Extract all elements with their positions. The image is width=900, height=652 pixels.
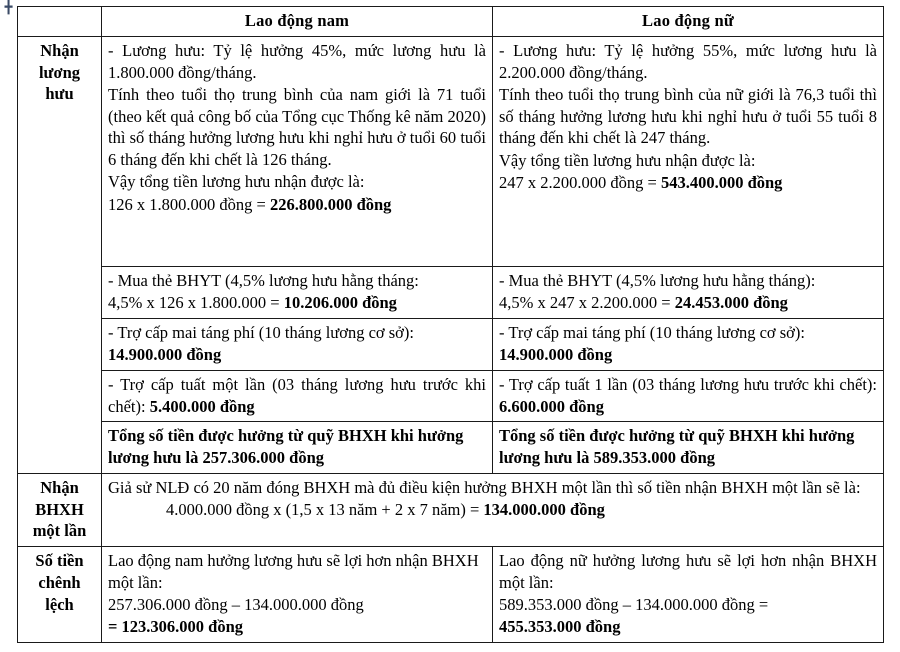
bhyt-male-line2-plain: 4,5% x 126 x 1.800.000 = [108,293,284,313]
table-header-row [18,7,884,37]
pension-female-line2: Tính theo tuổi thọ trung bình của nữ giới là 76,3 tuổi thì số tháng hưởng lương hưu khi nghỉ hưu ở tuổi 55 tuổi 8 tháng đến khi chết là 247 tháng. [499,84,877,148]
row-label-so-tien-chenh-lech: Số tiền chênh lệch [18,547,102,643]
lump-sum-intro: Giả sử NLĐ có 20 năm đóng BHXH mà đủ điều kiện hưởng BHXH một lần thì số tiền nhận BHXH một lần sẽ là: [108,477,861,497]
pension-female-line3: Vậy tổng tiền lương hưu nhận được là: [499,150,756,170]
difference-female-line1: Lao động nữ hưởng lương hưu sẽ lợi hơn nhận BHXH một lần: [499,551,877,592]
comparison-table [17,6,884,643]
bhyt-female-line1: - Mua thẻ BHYT (4,5% lương hưu hằng tháng): [499,270,816,290]
mai-tang-male-line2 [108,344,486,366]
difference-female-line3 [499,616,877,638]
header-female-cell: Lao động nữ [493,7,884,37]
mai-tang-female-amount: 14.900.000 đồng [499,345,613,365]
pension-female-line4-bold: 543.400.000 đồng [660,172,783,192]
table-row-bhyt [18,266,884,318]
difference-male-line2: 257.306.000 đồng – 134.000.000 đồng [108,595,364,615]
tuat-male-amount: 5.400.000 đồng [149,396,255,416]
tuat-male-text: - Trợ cấp tuất một lần (03 tháng lương hưu trước khi chết): [108,374,486,416]
table-row-tuat [18,370,884,422]
row-label-nhan-luong-huu: Nhận lương hưu [18,36,102,473]
mai-tang-male-line1: - Trợ cấp mai táng phí (10 tháng lương cơ sở): [108,322,414,342]
row-label-nhan-bhxh-mot-lan: Nhận BHXH một lần [18,473,102,546]
pension-male-line3: Vậy tổng tiền lương hưu nhận được là: [108,172,365,192]
cell-bhyt-female [493,266,884,318]
bhyt-female-line2-plain: 4,5% x 247 x 2.200.000 = [499,293,675,313]
mai-tang-male-amount: 14.900.000 đồng [108,345,222,365]
pension-female-line1: - Lương hưu: Tỷ lệ hưởng 55%, mức lương hưu là 2.200.000 đồng/tháng. [499,40,877,82]
cell-difference-male [102,547,493,643]
lump-sum-formula-plain: 4.000.000 đồng x (1,5 x 13 năm + 2 x 7 năm) = [166,500,484,520]
tuat-male-line1 [108,374,486,418]
cell-mai-tang-female [493,318,884,370]
lump-sum-formula [108,499,877,521]
bhyt-female-line2 [499,292,877,314]
cell-tuat-male [102,370,493,422]
difference-male-line3 [108,616,486,638]
table-row-difference [18,547,884,643]
tuat-female-amount: 6.600.000 đồng [499,396,604,416]
cell-lump-sum [102,473,884,546]
bhyt-female-line2-bold: 24.453.000 đồng [674,293,788,313]
pension-male-line4-bold: 226.800.000 đồng [269,194,392,214]
difference-male-line1: Lao động nam hưởng lương hưu sẽ lợi hơn nhận BHXH một lần: [108,551,479,592]
cell-tuat-female [493,370,884,422]
cell-pension-female [493,36,884,266]
header-male-cell: Lao động nam [102,7,493,37]
bhyt-male-line1: - Mua thẻ BHYT (4,5% lương hưu hằng tháng: [108,270,419,290]
table-row-pension-main [18,36,884,266]
lump-sum-formula-bold: 134.000.000 đồng [483,500,605,520]
mai-tang-female-line2 [499,344,877,366]
mai-tang-female-line1: - Trợ cấp mai táng phí (10 tháng lương cơ sở): [499,322,805,342]
table-move-handle-icon[interactable]: ╋ [4,0,13,15]
bhyt-male-line2-bold: 10.206.000 đồng [283,293,397,313]
pension-male-line4-plain: 126 x 1.800.000 đồng = [108,194,270,214]
table-row-mai-tang [18,318,884,370]
table-row-total [18,422,884,474]
pension-male-line2: Tính theo tuổi thọ trung bình của nam giới là 71 tuổi (theo kết quả công bố của Tổng cục Thống kê năm 2020) thì số tháng hưởng lương hưu khi nghỉ hưu ở tuổi 60 tuổi 6 tháng đến khi chết là 126 tháng. [108,84,486,170]
pension-male-line1: - Lương hưu: Tỷ lệ hưởng 45%, mức lương hưu là 1.800.000 đồng/tháng. [108,40,486,82]
cell-difference-female [493,547,884,643]
difference-female-line2: 589.353.000 đồng – 134.000.000 đồng = [499,595,769,615]
cell-pension-male [102,36,493,266]
pension-male-line4 [108,194,486,216]
difference-female-amount: 455.353.000 đồng [499,617,621,637]
cell-total-female: Tổng số tiền được hưởng từ quỹ BHXH khi hưởng lương hưu là 589.353.000 đồng [493,422,884,474]
table-row-lump-sum [18,473,884,546]
bhyt-male-line2 [108,292,486,314]
difference-male-amount: = 123.306.000 đồng [108,617,244,637]
pension-female-line4-plain: 247 x 2.200.000 đồng = [499,172,661,192]
pension-female-line4 [499,172,877,194]
cell-bhyt-male [102,266,493,318]
cell-mai-tang-male [102,318,493,370]
tuat-female-line1 [499,374,877,418]
tuat-female-text: - Trợ cấp tuất 1 lần (03 tháng lương hưu trước khi chết): [499,374,877,394]
header-corner-cell [18,7,102,37]
cell-total-male: Tổng số tiền được hưởng từ quỹ BHXH khi hưởng lương hưu là 257.306.000 đồng [102,422,493,474]
